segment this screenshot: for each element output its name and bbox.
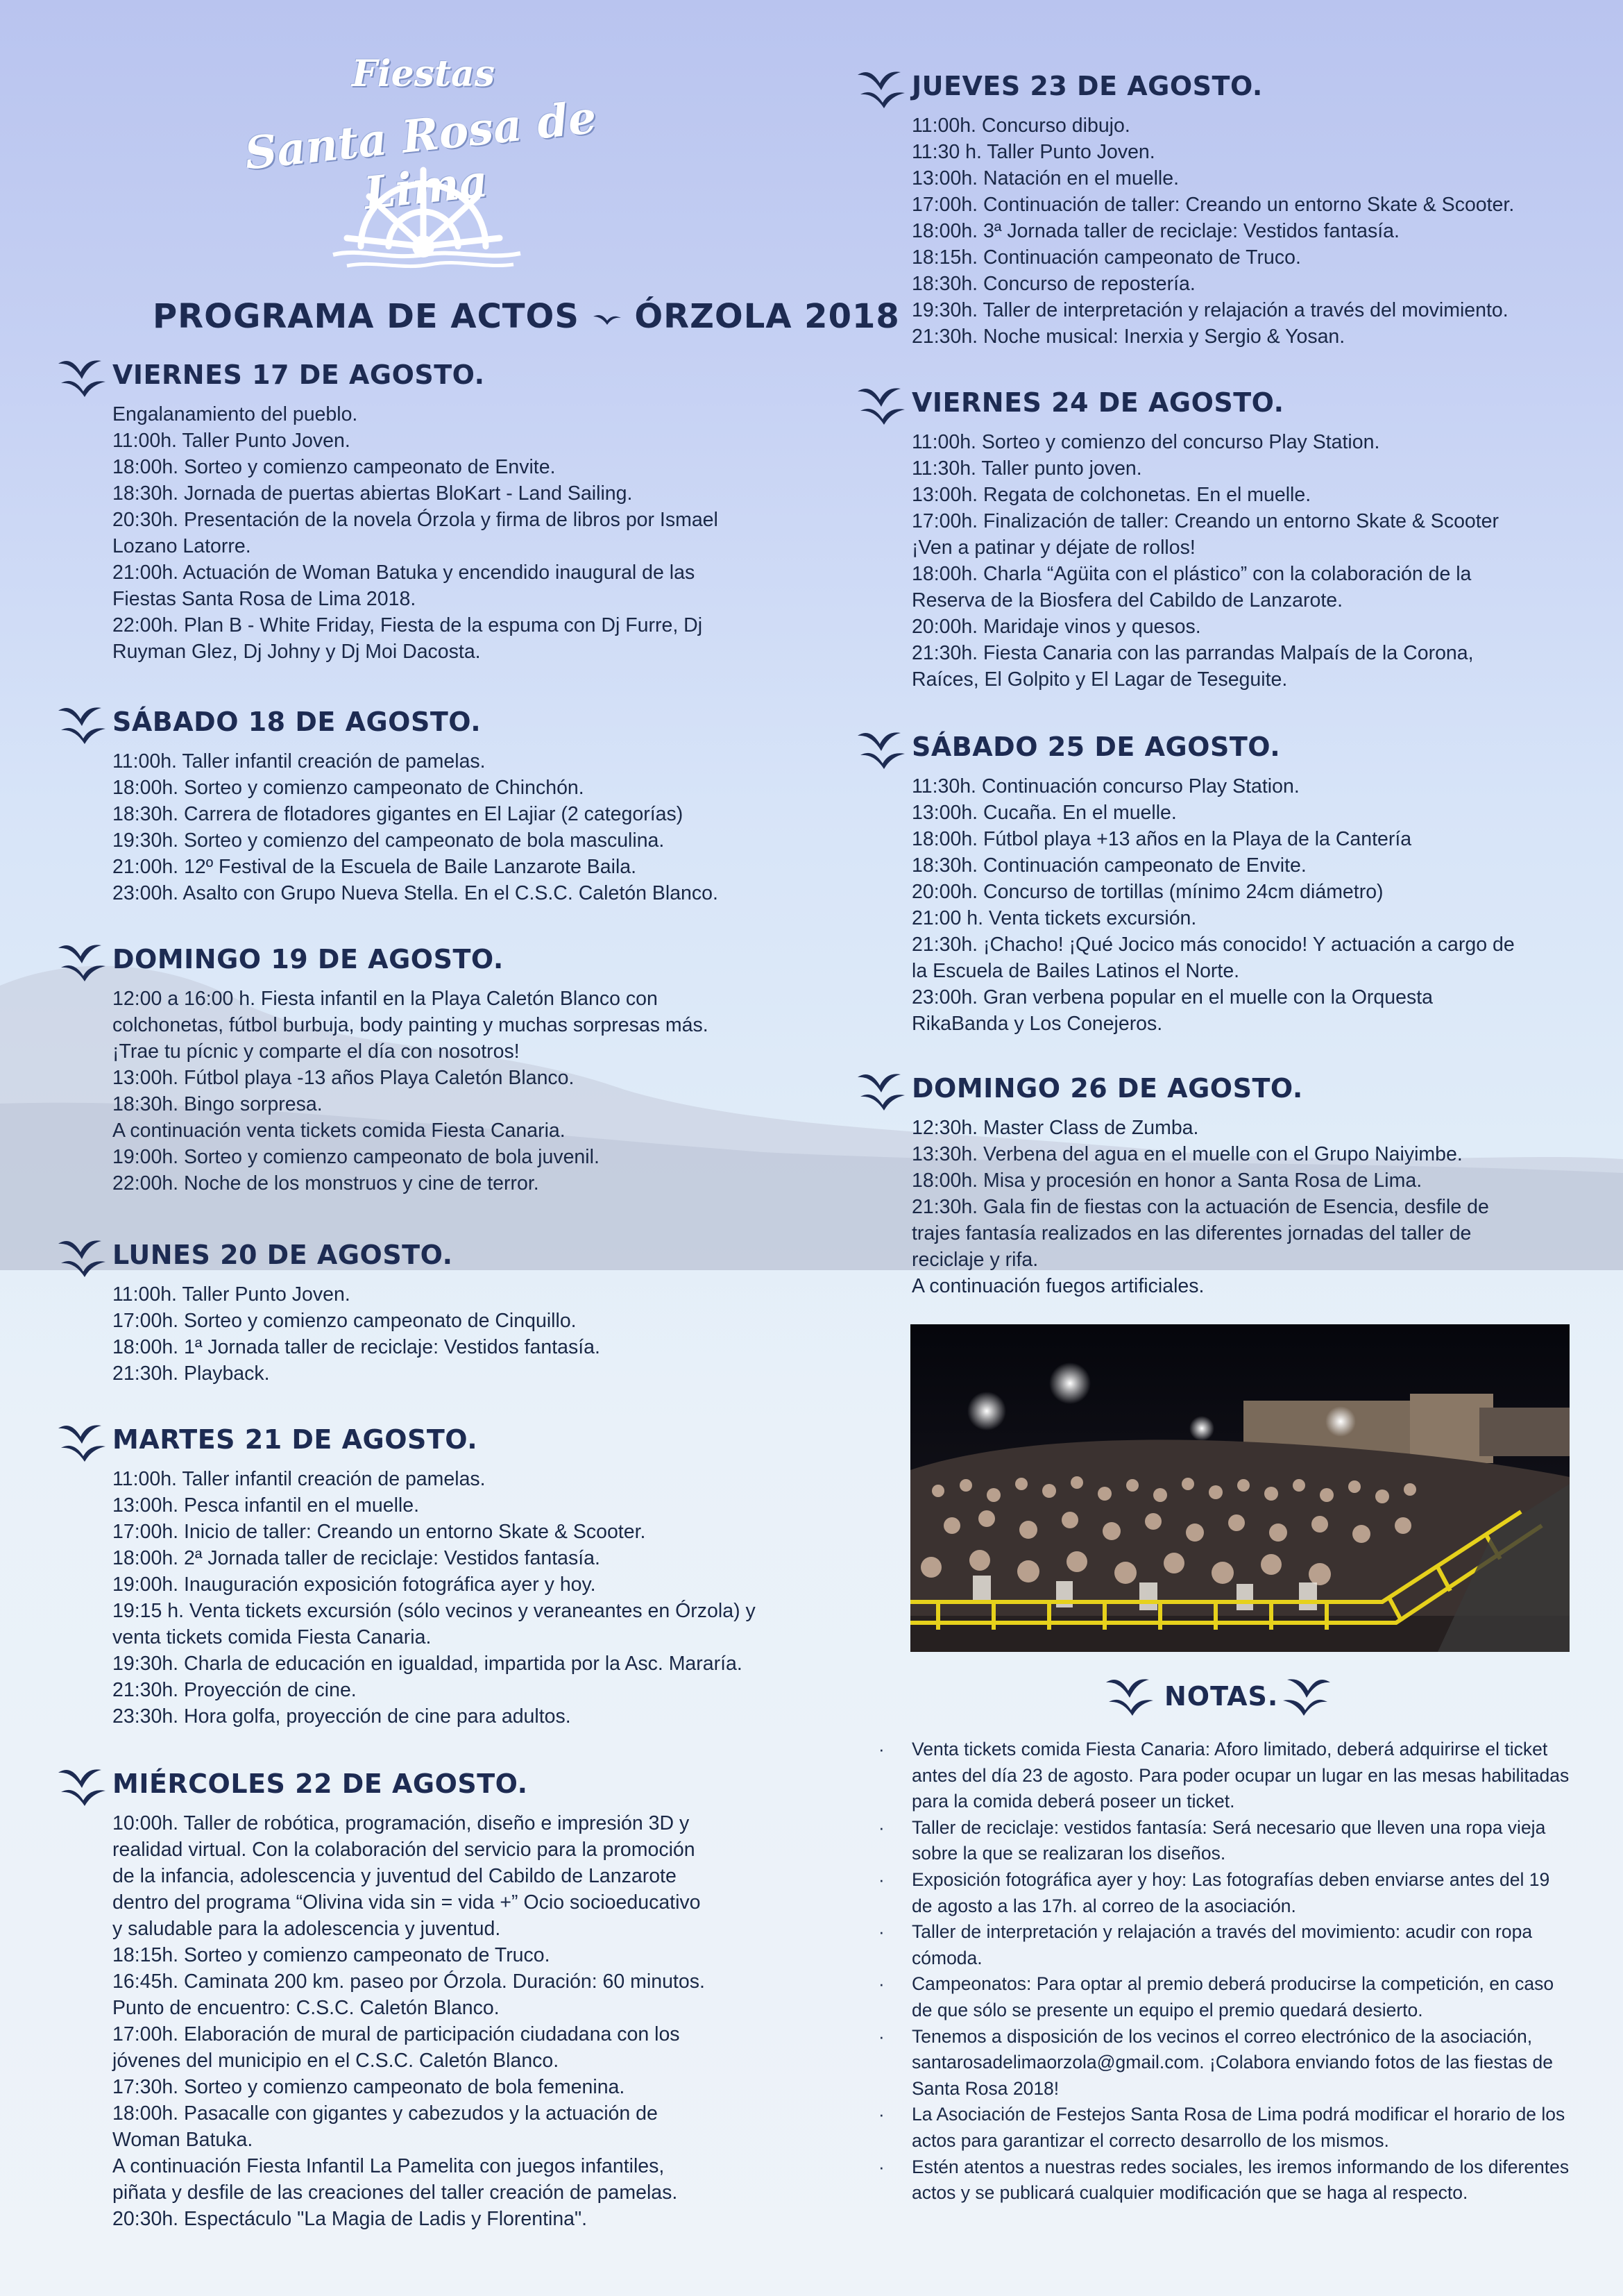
- seagulls-icon: [855, 1065, 908, 1112]
- event-line: 21:00h. 12º Festival de la Escuela de Baile Lanzarote Baila.: [112, 856, 637, 878]
- event-line: 13:00h. Cucaña. En el muelle.: [912, 802, 1177, 824]
- event-line: reciclaje y rifa.: [912, 1249, 1039, 1271]
- event-line: y saludable para la adolescencia y juventud.: [112, 1918, 501, 1940]
- event-line: 11:30h. Continuación concurso Play Station.: [912, 775, 1300, 797]
- event-line: colchonetas, fútbol burbuja, body painting y muchas sorpresas más.: [112, 1014, 708, 1036]
- day-block: [56, 1231, 805, 1387]
- seagulls-icon: [56, 936, 108, 983]
- event-line: 11:00h. Taller Punto Joven.: [112, 1283, 350, 1306]
- event-line: la Escuela de Bailes Latinos el Norte.: [912, 960, 1240, 982]
- seagulls-icon: [1280, 1670, 1333, 1717]
- event-line: realidad virtual. Con la colaboración del servicio para la promoción: [112, 1839, 695, 1861]
- event-line: 17:00h. Sorteo y comienzo campeonato de Cinquillo.: [112, 1310, 577, 1332]
- day-block: [56, 698, 805, 906]
- seagulls-icon: [1103, 1670, 1156, 1717]
- event-line: de la infancia, adolescencia y juventud del Cabildo de Lanzarote: [112, 1865, 677, 1887]
- event-line: 21:30h. Playback.: [112, 1362, 270, 1385]
- seagulls-icon: [56, 698, 108, 745]
- day-block: [855, 62, 1590, 350]
- event-list: [855, 1115, 1590, 1299]
- note-item: · Estén atentos a nuestras redes sociales, les iremos informando de los diferentes actos y se publicará cualquier modificación que se haga al respecto.: [874, 2154, 1575, 2206]
- event-line: 20:30h. Espectáculo "La Magia de Ladis y Florentina".: [112, 2208, 588, 2230]
- event-line: Punto de encuentro: C.S.C. Caletón Blanco.: [112, 1997, 500, 2019]
- event-line: Reserva de la Biosfera del Cabildo de Lanzarote.: [912, 589, 1343, 611]
- ship-wheel-icon: [319, 163, 527, 274]
- program-title: [153, 297, 900, 336]
- seagulls-icon: [855, 723, 908, 770]
- event-line: 22:00h. Plan B - White Friday, Fiesta de la espuma con Dj Furre, Dj: [112, 614, 703, 636]
- event-line: 18:30h. Jornada de puertas abiertas BloKart - Land Sailing.: [112, 482, 633, 505]
- event-line: 13:00h. Regata de colchonetas. En el muelle.: [912, 484, 1311, 506]
- event-line: 11:00h. Concurso dibujo.: [912, 115, 1130, 137]
- event-line: 18:00h. Sorteo y comienzo campeonato de Envite.: [112, 456, 556, 478]
- event-line: 20:30h. Presentación de la novela Órzola y firma de libros por Ismael: [112, 509, 718, 531]
- event-line: 22:00h. Noche de los monstruos y cine de terror.: [112, 1172, 539, 1195]
- event-line: Raíces, El Golpito y El Lagar de Teseguite.: [912, 668, 1288, 691]
- event-line: 12:30h. Master Class de Zumba.: [912, 1117, 1199, 1139]
- event-line: 18:00h. 3ª Jornada taller de reciclaje: Vestidos fantasía.: [912, 220, 1400, 242]
- event-line: 18:00h. 1ª Jornada taller de reciclaje: Vestidos fantasía.: [112, 1336, 600, 1358]
- day-block: [855, 723, 1590, 1037]
- event-line: 13:30h. Verbena del agua en el muelle con el Grupo Naiyimbe.: [912, 1143, 1463, 1165]
- event-line: 17:00h. Continuación de taller: Creando un entorno Skate & Scooter.: [912, 194, 1515, 216]
- event-line: 21:30h. Fiesta Canaria con las parrandas Malpaís de la Corona,: [912, 642, 1474, 664]
- event-line: Ruyman Glez, Dj Johny y Dj Moi Dacosta.: [112, 641, 481, 663]
- program-title-part2: ÓRZOLA 2018: [634, 297, 900, 336]
- event-line: 11:30 h. Taller Punto Joven.: [912, 141, 1155, 163]
- event-list: [56, 1466, 805, 1730]
- event-line: 19:30h. Taller de interpretación y relajación a través del movimiento.: [912, 299, 1509, 321]
- seagulls-icon: [56, 1760, 108, 1807]
- party-photo: [910, 1324, 1570, 1652]
- event-line: ¡Trae tu pícnic y comparte el día con nosotros!: [112, 1040, 520, 1063]
- event-line: 20:00h. Concurso de tortillas (mínimo 24cm diámetro): [912, 881, 1384, 903]
- event-line: 11:00h. Sorteo y comienzo del concurso Play Station.: [912, 431, 1380, 453]
- event-line: 13:00h. Fútbol playa -13 años Playa Caletón Blanco.: [112, 1067, 575, 1089]
- notes-title: NOTAS.: [1164, 1681, 1279, 1712]
- seagulls-icon: [855, 379, 908, 426]
- event-line: 23:00h. Asalto con Grupo Nueva Stella. En el C.S.C. Caletón Blanco.: [112, 882, 718, 904]
- logo-line-fiestas: Fiestas: [351, 53, 495, 95]
- fiestas-logo: [229, 49, 618, 278]
- event-line: trajes fantasía realizados en las diferentes jornadas del taller de: [912, 1222, 1472, 1244]
- note-item: · Taller de reciclaje: vestidos fantasía: Será necesario que lleven una ropa vieja sobre la que se realizaran los diseños.: [874, 1815, 1575, 1867]
- event-line: A continuación fuegos artificiales.: [912, 1275, 1205, 1297]
- day-title: DOMINGO 26 DE AGOSTO.: [912, 1073, 1303, 1104]
- day-block: [855, 379, 1590, 693]
- event-line: 19:15 h. Venta tickets excursión (sólo vecinos y veraneantes en Órzola) y: [112, 1600, 756, 1622]
- event-line: 19:30h. Sorteo y comienzo del campeonato de bola masculina.: [112, 829, 665, 852]
- day-block: [855, 1065, 1590, 1299]
- day-title: VIERNES 24 DE AGOSTO.: [912, 387, 1284, 418]
- event-list: [56, 1281, 805, 1387]
- event-line: 18:00h. Charla “Agüita con el plástico” con la colaboración de la: [912, 563, 1472, 585]
- event-line: 18:30h. Continuación campeonato de Envite.: [912, 854, 1307, 877]
- event-line: 18:15h. Sorteo y comienzo campeonato de Truco.: [112, 1944, 550, 1966]
- note-item: · Campeonatos: Para optar al premio deberá producirse la competición, en caso de que sólo se presente un equipo el premio quedará desierto.: [874, 1971, 1575, 2023]
- note-item: · Taller de interpretación y relajación a través del movimiento: acudir con ropa cómoda.: [874, 1919, 1575, 1971]
- event-line: 12:00 a 16:00 h. Fiesta infantil en la Playa Caletón Blanco con: [112, 988, 658, 1010]
- day-block: [56, 1416, 805, 1730]
- note-item: · Venta tickets comida Fiesta Canaria: Aforo limitado, deberá adquirirse el ticket antes del día 23 de agosto. Para poder ocupar un lugar en las mesas habilitadas para la comida deberá poseer un ticket.: [874, 1737, 1575, 1815]
- event-list: [56, 748, 805, 906]
- event-line: A continuación Fiesta Infantil La Pamelita con juegos infantiles,: [112, 2155, 665, 2177]
- day-block: [56, 936, 805, 1197]
- program-title-part1: PROGRAMA DE ACTOS: [153, 297, 579, 336]
- day-title: SÁBADO 25 DE AGOSTO.: [912, 732, 1281, 762]
- event-line: 23:00h. Gran verbena popular en el muelle con la Orquesta: [912, 986, 1433, 1008]
- note-item: · Tenemos a disposición de los vecinos el correo electrónico de la asociación, santarosadelimaorzola@gmail.com. ¡Colabora enviando fotos de las fiestas de Santa Rosa 2018!: [874, 2024, 1575, 2102]
- event-line: 21:30h. Noche musical: Inerxia y Sergio & Yosan.: [912, 326, 1345, 348]
- event-line: 19:00h. Sorteo y comienzo campeonato de bola juvenil.: [112, 1146, 600, 1168]
- event-line: Engalanamiento del pueblo.: [112, 403, 358, 425]
- seagulls-icon: [56, 1231, 108, 1278]
- event-line: 11:00h. Taller Punto Joven.: [112, 430, 350, 452]
- day-title: LUNES 20 DE AGOSTO.: [112, 1240, 453, 1270]
- day-title: DOMINGO 19 DE AGOSTO.: [112, 944, 504, 974]
- event-list: [855, 112, 1590, 350]
- event-list: [56, 1810, 805, 2232]
- event-line: 11:00h. Taller infantil creación de pamelas.: [112, 1468, 486, 1490]
- event-line: A continuación venta tickets comida Fiesta Canaria.: [112, 1120, 566, 1142]
- day-title: JUEVES 23 DE AGOSTO.: [912, 71, 1263, 101]
- event-line: 17:00h. Finalización de taller: Creando un entorno Skate & Scooter: [912, 510, 1499, 532]
- seagull-icon: [592, 311, 622, 326]
- event-line: 21:00h. Actuación de Woman Batuka y encendido inaugural de las: [112, 562, 695, 584]
- event-line: 18:15h. Continuación campeonato de Truco.: [912, 246, 1301, 269]
- event-line: RikaBanda y Los Conejeros.: [912, 1013, 1163, 1035]
- event-line: 19:00h. Inauguración exposición fotográfica ayer y hoy.: [112, 1573, 596, 1596]
- logo-line-santa-rosa: Santa Rosa de Lima: [242, 91, 599, 220]
- note-item: · Exposición fotográfica ayer y hoy: Las fotografías deben enviarse antes del 19 de agosto a las 17h. al correo de la asociación.: [874, 1867, 1575, 1919]
- event-line: 18:00h. Pasacalle con gigantes y cabezudos y la actuación de: [112, 2102, 658, 2125]
- event-line: dentro del programa “Olivina vida sin = vida +” Ocio socioeducativo: [112, 1891, 701, 1914]
- event-list: [56, 986, 805, 1197]
- event-line: 10:00h. Taller de robótica, programación, diseño e impresión 3D y: [112, 1812, 690, 1834]
- event-line: 17:00h. Inicio de taller: Creando un entorno Skate & Scooter.: [112, 1521, 646, 1543]
- day-title: MIÉRCOLES 22 DE AGOSTO.: [112, 1769, 528, 1799]
- event-line: Woman Batuka.: [112, 2129, 253, 2151]
- event-list: [855, 773, 1590, 1037]
- event-list: [56, 401, 805, 665]
- event-line: 21:30h. Gala fin de fiestas con la actuación de Esencia, desfile de: [912, 1196, 1489, 1218]
- event-line: venta tickets comida Fiesta Canaria.: [112, 1626, 432, 1648]
- event-list: [855, 429, 1590, 693]
- event-line: 21:30h. Proyección de cine.: [112, 1679, 357, 1701]
- event-line: 18:00h. Misa y procesión en honor a Santa Rosa de Lima.: [912, 1170, 1422, 1192]
- seagulls-icon: [855, 62, 908, 110]
- event-line: piñata y desfile de las creaciones del taller creación de pamelas.: [112, 2181, 678, 2204]
- event-line: 21:00 h. Venta tickets excursión.: [912, 907, 1197, 929]
- event-line: 18:00h. Sorteo y comienzo campeonato de Chinchón.: [112, 777, 584, 799]
- event-line: Lozano Latorre.: [112, 535, 251, 557]
- event-line: 21:30h. ¡Chacho! ¡Qué Jocico más conocido! Y actuación a cargo de: [912, 934, 1515, 956]
- event-line: 20:00h. Maridaje vinos y quesos.: [912, 616, 1201, 638]
- day-block: [56, 1760, 805, 2232]
- notes-header: [1103, 1666, 1339, 1721]
- day-title: MARTES 21 DE AGOSTO.: [112, 1424, 478, 1455]
- event-line: 13:00h. Natación en el muelle.: [912, 167, 1180, 189]
- seagulls-icon: [56, 1416, 108, 1463]
- event-line: 23:30h. Hora golfa, proyección de cine para adultos.: [112, 1705, 571, 1728]
- event-line: ¡Ven a patinar y déjate de rollos!: [912, 537, 1196, 559]
- event-line: 19:30h. Charla de educación en igualdad, impartida por la Asc. Mararía.: [112, 1653, 742, 1675]
- note-item: · La Asociación de Festejos Santa Rosa de Lima podrá modificar el horario de los actos para garantizar el correcto desarrollo de los mismos.: [874, 2102, 1575, 2154]
- event-line: 11:30h. Taller punto joven.: [912, 457, 1142, 480]
- event-line: 18:00h. 2ª Jornada taller de reciclaje: Vestidos fantasía.: [112, 1547, 600, 1569]
- event-line: 17:00h. Elaboración de mural de participación ciudadana con los: [112, 2023, 680, 2045]
- event-line: 17:30h. Sorteo y comienzo campeonato de bola femenina.: [112, 2076, 625, 2098]
- event-line: 11:00h. Taller infantil creación de pamelas.: [112, 750, 486, 773]
- event-line: 18:30h. Carrera de flotadores gigantes en El Lajiar (2 categorías): [112, 803, 683, 825]
- event-line: jóvenes del municipio en el C.S.C. Caletón Blanco.: [112, 2050, 559, 2072]
- event-line: 18:30h. Concurso de repostería.: [912, 273, 1196, 295]
- notes-list: [874, 1737, 1575, 2206]
- event-line: 18:00h. Fútbol playa +13 años en la Playa de la Cantería: [912, 828, 1412, 850]
- day-block: [56, 351, 805, 665]
- event-line: 18:30h. Bingo sorpresa.: [112, 1093, 323, 1115]
- day-title: VIERNES 17 DE AGOSTO.: [112, 360, 485, 390]
- event-line: 16:45h. Caminata 200 km. paseo por Órzola. Duración: 60 minutos.: [112, 1970, 705, 1993]
- day-title: SÁBADO 18 DE AGOSTO.: [112, 707, 482, 737]
- event-line: Fiestas Santa Rosa de Lima 2018.: [112, 588, 416, 610]
- event-line: 13:00h. Pesca infantil en el muelle.: [112, 1494, 420, 1517]
- seagulls-icon: [56, 351, 108, 398]
